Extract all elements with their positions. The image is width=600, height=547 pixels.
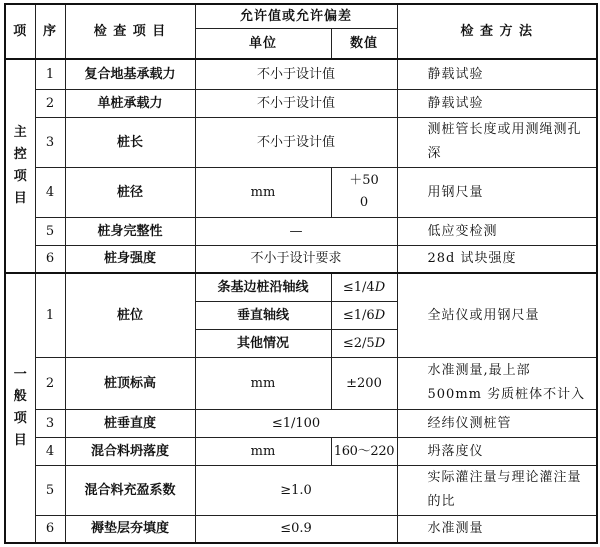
table-row (5, 59, 597, 89)
row-item: 桩径 (65, 167, 195, 217)
section-general-label (5, 273, 35, 543)
row-method: 坍落度仪 (397, 437, 597, 465)
row-item: 复合地基承载力 (65, 59, 195, 89)
header-xu: 序 (35, 4, 65, 59)
section-general-text: 一般项目 (13, 367, 27, 448)
row-item: 桩身完整性 (65, 217, 195, 245)
row-unit: mm (195, 437, 331, 465)
row-unit: mm (195, 357, 331, 409)
row-item: 桩身强度 (65, 245, 195, 273)
header-row (5, 4, 597, 28)
row-value (331, 167, 397, 217)
table-row (5, 273, 597, 301)
row-method: 静载试验 (397, 89, 597, 117)
row-sub-value-prefix: ≤1/6 (342, 307, 375, 323)
row-sub-value (331, 301, 397, 329)
header-xiang: 项 (5, 4, 35, 59)
row-item: 桩顶标高 (65, 357, 195, 409)
row-no: 1 (35, 273, 65, 357)
header-item: 检 查 项 目 (65, 4, 195, 59)
row-sub-unit: 其他情况 (195, 329, 331, 357)
row-no: 5 (35, 217, 65, 245)
row-method: 用钢尺量 (397, 167, 597, 217)
row-no: 2 (35, 357, 65, 409)
table-row (5, 117, 597, 167)
row-item: 混合料坍落度 (65, 437, 195, 465)
row-item: 桩垂直度 (65, 409, 195, 437)
row-no: 4 (35, 437, 65, 465)
row-allow: 不小于设计值 (195, 89, 397, 117)
row-method: 水准测量,最上部 500mm 劣质桩体不计入 (397, 357, 597, 409)
row-item: 桩长 (65, 117, 195, 167)
row-method: 低应变检测 (397, 217, 597, 245)
header-allow: 允许值或允许偏差 (195, 4, 397, 28)
inspection-table (4, 3, 598, 544)
row-item: 桩位 (65, 273, 195, 357)
row-value: ±200 (331, 357, 397, 409)
row-sub-value (331, 329, 397, 357)
row-allow: ≥1.0 (195, 465, 397, 515)
row-sub-unit: 垂直轴线 (195, 301, 331, 329)
row-sub-value-var: D (374, 307, 386, 323)
row-method: 测桩管长度或用测绳测孔深 (397, 117, 597, 167)
table-row (5, 89, 597, 117)
row-no: 6 (35, 245, 65, 273)
row-allow: ≤0.9 (195, 515, 397, 543)
row-sub-unit: 条基边桩沿轴线 (195, 273, 331, 301)
row-item: 褥垫层夯填度 (65, 515, 195, 543)
row-no: 6 (35, 515, 65, 543)
row-no: 5 (35, 465, 65, 515)
row-method: 全站仪或用钢尺量 (397, 273, 597, 357)
row-item: 单桩承载力 (65, 89, 195, 117)
section-main-label (5, 59, 35, 273)
row-method: 静载试验 (397, 59, 597, 89)
inspection-table-wrapper (4, 3, 598, 544)
row-allow: 不小于设计值 (195, 117, 397, 167)
row-item: 混合料充盈系数 (65, 465, 195, 515)
row-method: 经纬仪测桩管 (397, 409, 597, 437)
table-row (5, 465, 597, 515)
row-allow: 不小于设计要求 (195, 245, 397, 273)
row-sub-value-var: D (374, 335, 386, 351)
header-unit: 单位 (195, 28, 331, 59)
row-value-bottom: 0 (359, 195, 369, 210)
table-row (5, 409, 597, 437)
row-value-top: ＋50 (349, 173, 379, 188)
header-value: 数值 (331, 28, 397, 59)
table-row (5, 437, 597, 465)
row-no: 2 (35, 89, 65, 117)
row-sub-value (331, 273, 397, 301)
row-allow: — (195, 217, 397, 245)
table-row (5, 245, 597, 273)
row-unit: mm (195, 167, 331, 217)
row-allow: ≤1/100 (195, 409, 397, 437)
row-method: 实际灌注量与理论灌注量的比 (397, 465, 597, 515)
row-allow: 不小于设计值 (195, 59, 397, 89)
table-row (5, 515, 597, 543)
table-row (5, 357, 597, 409)
row-sub-value-prefix: ≤1/4 (342, 279, 375, 295)
row-sub-value-prefix: ≤2/5 (342, 335, 375, 351)
header-method: 检 查 方 法 (397, 4, 597, 59)
section-main-text: 主控项目 (13, 125, 27, 206)
row-value: 160～220 (331, 437, 397, 465)
row-method: 水准测量 (397, 515, 597, 543)
row-no: 3 (35, 117, 65, 167)
table-row (5, 167, 597, 217)
row-no: 1 (35, 59, 65, 89)
row-method: 28d 试块强度 (397, 245, 597, 273)
row-sub-value-var: D (374, 279, 386, 295)
row-no: 4 (35, 167, 65, 217)
table-row (5, 217, 597, 245)
row-no: 3 (35, 409, 65, 437)
